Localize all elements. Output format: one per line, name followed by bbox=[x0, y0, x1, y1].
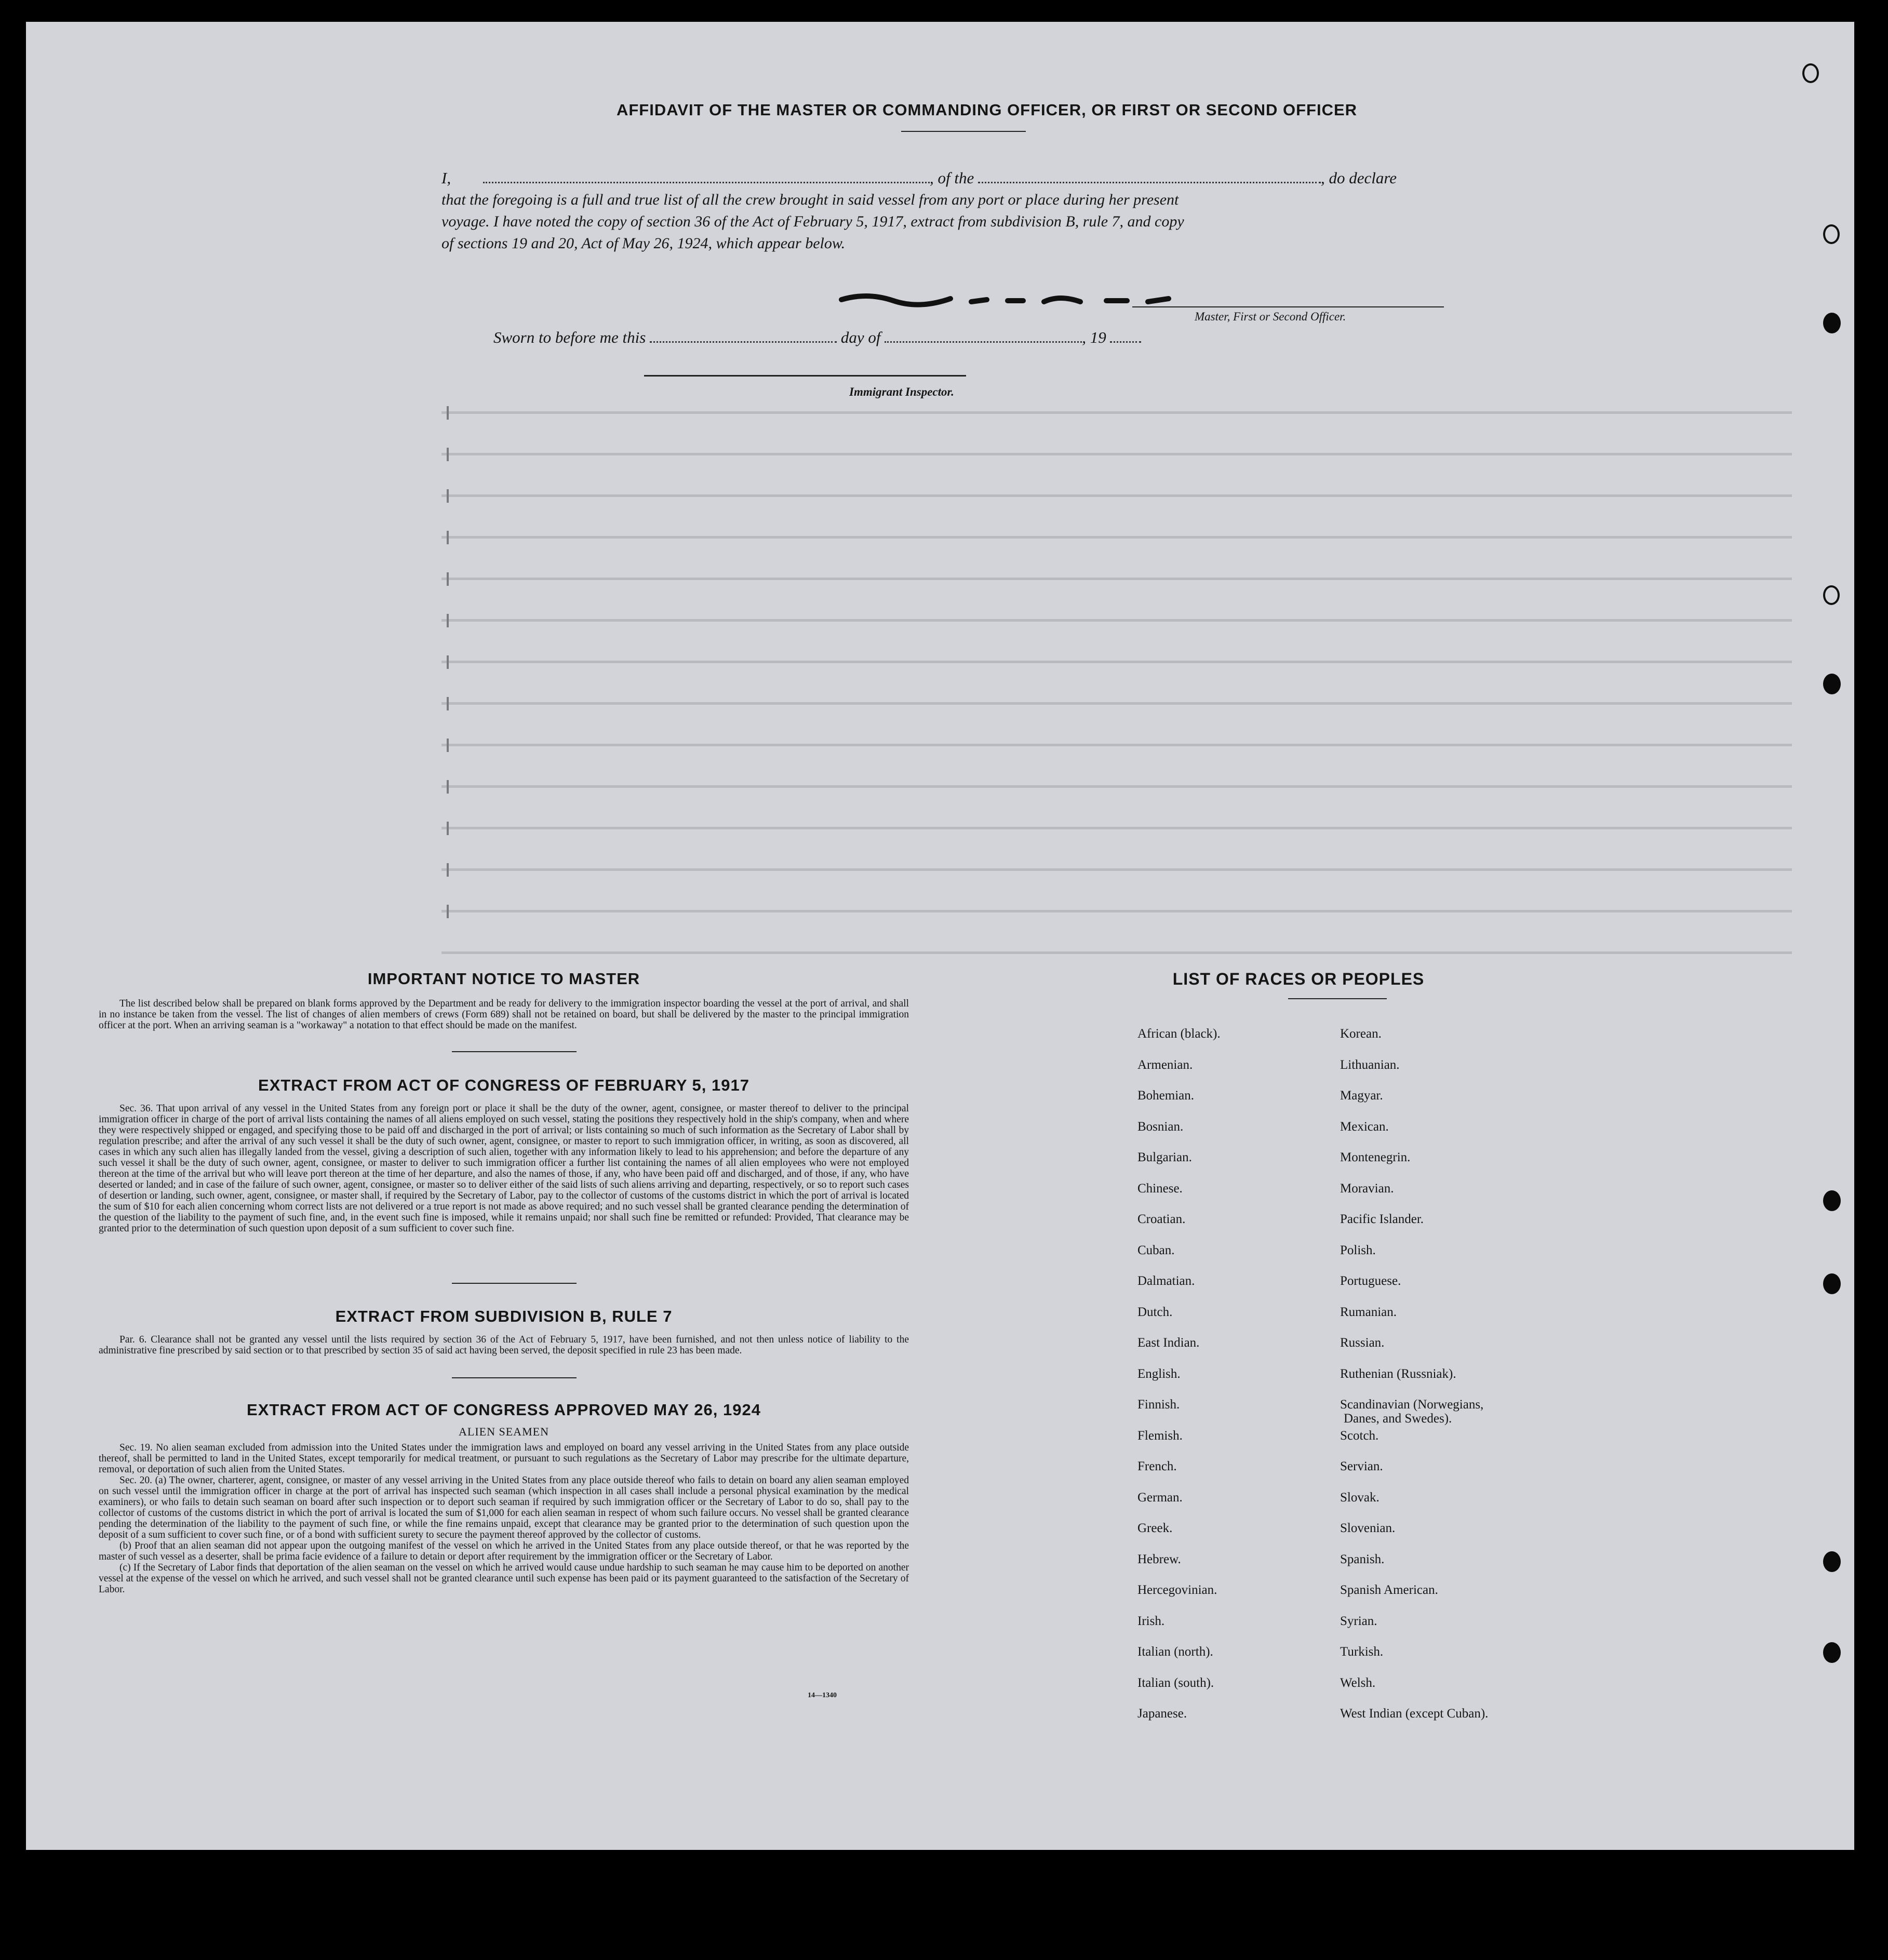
race-item: Flemish. bbox=[1137, 1428, 1183, 1443]
race-item: Hebrew. bbox=[1137, 1552, 1181, 1566]
race-item: Chinese. bbox=[1137, 1181, 1183, 1196]
extract-1924-title: EXTRACT FROM ACT OF CONGRESS APPROVED MAY 26, 1924 bbox=[247, 1401, 761, 1419]
race-item: East Indian. bbox=[1137, 1336, 1200, 1350]
race-item: Italian (south). bbox=[1137, 1675, 1214, 1690]
race-item: Korean. bbox=[1340, 1027, 1382, 1041]
race-item: Lithuanian. bbox=[1340, 1057, 1400, 1072]
race-item: Rumanian. bbox=[1340, 1305, 1397, 1319]
extract-1917-rule bbox=[452, 1283, 577, 1284]
race-item: French. bbox=[1137, 1459, 1177, 1473]
race-item: Slovenian. bbox=[1340, 1521, 1396, 1535]
race-item: Syrian. bbox=[1340, 1614, 1377, 1628]
race-item: Scandinavian (Norwegians, bbox=[1340, 1398, 1484, 1412]
rule-7-text: Par. 6. Clearance shall not be granted any vessel until the lists required by section 36 of the Act of February 5, 1917, have been furnished, and not then unless notice of liability to the administrative fine prescribed by said section or to that prescribed by section 35 of said act having been served, the deposit specified in rule 23 has been made. bbox=[99, 1334, 909, 1356]
section-19-text: Sec. 19. No alien seaman excluded from admission into the United States under the immigration laws and employed on board any vessel arriving in the United States from any place outside thereof, shall be permitted to land in the United States, except temporarily for medical treatment, or pursuant to such regulations as the Secretary of Labor may prescribe for the ultimate departure, removal, or deportation of such alien from the United States. bbox=[99, 1442, 909, 1475]
race-item: Montenegrin. bbox=[1340, 1150, 1411, 1164]
declaration-do-declare: , do declare bbox=[1321, 169, 1397, 187]
sworn-day-of: day of bbox=[840, 328, 881, 346]
race-item: Bohemian. bbox=[1137, 1089, 1195, 1103]
race-item: Magyar. bbox=[1340, 1089, 1383, 1103]
race-scandinavian-continued: Danes, and Swedes). bbox=[1344, 1412, 1452, 1426]
signature-line bbox=[1132, 306, 1444, 307]
race-item: Pacific Islander. bbox=[1340, 1212, 1424, 1226]
section-20a-text: Sec. 20. (a) The owner, charterer, agent, consignee, or master of any vessel arriving in the United States from any place outside thereof who fails to detain on board any alien seaman employed on such vessel until the immigration officer in charge at the port of arrival has inspected such seaman (which inspection in all cases shall include a personal physical examination by the medical examiners), or who fails to detain such seaman on board after such inspection or to deport such seaman if required by such immigration officer or the Secretary of Labor to do so, shall pay to the collector of customs of the customs district in which the port of arrival is located the sum of $1,000 for each alien seaman in respect of whom such failure occurs. No vessel shall be granted clearance pending the determination of the liability to the payment of such fine, or while the fine remains unpaid, except that clearance may be granted prior to the determination of such question upon the deposit of a sum sufficient to cover such fine, or of a bond with sufficient surety to secure the payment thereof approved by the collector of customs. bbox=[99, 1475, 909, 1540]
affidavit-declaration bbox=[441, 167, 1480, 254]
race-item: Scotch. bbox=[1340, 1428, 1379, 1443]
extract-1917-title: EXTRACT FROM ACT OF CONGRESS OF FEBRUARY 5, 1917 bbox=[258, 1076, 749, 1094]
races-rule bbox=[1288, 998, 1387, 999]
notice-title: IMPORTANT NOTICE TO MASTER bbox=[367, 970, 640, 988]
race-item: Spanish American. bbox=[1340, 1583, 1438, 1597]
race-item: Portuguese. bbox=[1340, 1274, 1401, 1288]
declaration-i: I, bbox=[441, 169, 451, 187]
declaration-line-3: voyage. I have noted the copy of section 36 of the Act of February 5, 1917, extract from subdivision B, rule 7, and copy bbox=[441, 213, 1184, 230]
sworn-month-blank bbox=[885, 341, 1082, 343]
section-20c-text: (c) If the Secretary of Labor finds that deportation of the alien seaman on the vessel on which he arrived would cause undue hardship to such seaman he may cause him to be deported on another vessel at the expense of the vessel on which he arrived, and such vessel shall not be granted clearance until such expense has been paid or its payment guaranteed to the satisfaction of the Secretary of Labor. bbox=[99, 1562, 909, 1595]
inspector-signature-line bbox=[644, 375, 966, 377]
sworn-line bbox=[493, 328, 1141, 347]
sworn-year-blank bbox=[1110, 341, 1141, 343]
race-item: Bulgarian. bbox=[1137, 1150, 1192, 1164]
section-20b-text: (b) Proof that an alien seaman did not appear upon the outgoing manifest of the vessel on which he arrived in the United States from any place outside thereof, or that he was reported by the master of such vessel as a deserter, shall be prima facie evidence of a failure to detain or deport after requirement by the immigration officer or the Secretary of Labor. bbox=[99, 1540, 909, 1562]
race-item: Greek. bbox=[1137, 1521, 1173, 1535]
sworn-label: Sworn to before me this bbox=[493, 328, 646, 346]
race-item: German. bbox=[1137, 1490, 1183, 1505]
rule-7-rule bbox=[452, 1377, 577, 1378]
declaration-line-4: of sections 19 and 20, Act of May 26, 1924, which appear below. bbox=[441, 235, 846, 252]
race-item: Dalmatian. bbox=[1137, 1274, 1195, 1288]
rule-7-block bbox=[99, 1334, 909, 1356]
race-item: Russian. bbox=[1340, 1336, 1385, 1350]
race-item: Dutch. bbox=[1137, 1305, 1173, 1319]
notice-rule bbox=[452, 1051, 577, 1052]
race-item: Slovak. bbox=[1340, 1490, 1380, 1505]
race-item: Servian. bbox=[1340, 1459, 1383, 1473]
vessel-blank bbox=[978, 181, 1321, 183]
affidavit-title: AFFIDAVIT OF THE MASTER OR COMMANDING OFFICER, OR FIRST OR SECOND OFFICER bbox=[616, 101, 1358, 119]
declaration-line-2: that the foregoing is a full and true list of all the crew brought in said vessel from any port or place during her present bbox=[441, 191, 1179, 208]
race-item: Bosnian. bbox=[1137, 1119, 1184, 1134]
sworn-year: , 19 bbox=[1082, 328, 1106, 346]
race-item: Italian (north). bbox=[1137, 1645, 1213, 1659]
sworn-day-blank bbox=[650, 341, 837, 343]
alien-seamen-subtitle: ALIEN SEAMEN bbox=[459, 1425, 549, 1438]
notice-text: The list described below shall be prepared on blank forms approved by the Department and be ready for delivery to the immigration inspector boarding the vessel at the port of arrival, and shall in no instance be taken from the vessel. The list of changes of alien members of crews (Form 689) shall not be retained on board, but shall be delivered by the master to the principal immigration officer at the port. When an arriving seaman is a "workaway" a notation to that effect should be made on the manifest. bbox=[99, 998, 909, 1031]
race-item: African (black). bbox=[1137, 1027, 1221, 1041]
race-item: Hercegovinian. bbox=[1137, 1583, 1217, 1597]
races-title: LIST OF RACES OR PEOPLES bbox=[1172, 970, 1425, 988]
notice-block bbox=[99, 998, 909, 1031]
name-blank bbox=[483, 181, 930, 183]
race-item: Irish. bbox=[1137, 1614, 1165, 1628]
race-item: West Indian (except Cuban). bbox=[1340, 1707, 1489, 1721]
race-item: Turkish. bbox=[1340, 1645, 1384, 1659]
race-item: English. bbox=[1137, 1366, 1181, 1381]
title-rule bbox=[901, 131, 1026, 132]
race-item: Croatian. bbox=[1137, 1212, 1186, 1226]
extract-1917-text: Sec. 36. That upon arrival of any vessel in the United States from any foreign port or place it shall be the duty of the owner, agent, consignee, or master thereof to deliver to the principal immigration officer in charge of the port of arrival lists containing the names of all aliens employed on such vessel, stating the positions they respectively hold in the ship's company, when and where they were respectively shipped or engaged, and specifying those to be paid off and discharged in the port of arrival; or lists containing so much of such information as the Secretary of Labor shall by regulation prescribe; and after the arrival of any such vessel it shall be the duty of such owner, agent, consignee, or master to report to such immigration officer, in writing, as soon as discovered, all cases in which any such alien has illegally landed from the vessel, giving a description of such alien, together with any information likely to lead to his apprehension; and before the departure of any such vessel it shall be the duty of such owner, agent, consignee, or master to deliver to such immigration officer a further list containing the names of all alien employees who were not employed thereon at the time of the arrival but who will leave port thereon at the time of her departure, and also the names of those, if any, who have been paid off and discharged, and of those, if any, who have deserted or landed; and in case of the failure of such owner, agent, consignee, or master so to deliver either of the said lists of such aliens arriving and departing, respectively, or so to report such cases of desertion or landing, such owner, agent, consignee, or master shall, if required by the Secretary of Labor, pay to the collector of customs of the customs district in which the port of arrival is located the sum of $10 for each alien concerning whom correct lists are not delivered or a true report is not made as above required; and no such vessel shall be granted clearance pending the determination of the question of the liability to the payment of such fine, and, in the event such fine is imposed, while it remains unpaid; nor shall such fine be remitted or refunded: Provided, That clearance may be granted prior to the determination of such question upon deposit of a sum sufficient to cover such fine. bbox=[99, 1103, 909, 1234]
extract-1917-block bbox=[99, 1103, 909, 1234]
form-number: 14—1340 bbox=[808, 1691, 837, 1699]
race-item: Finnish. bbox=[1137, 1398, 1180, 1412]
race-item: Japanese. bbox=[1137, 1707, 1187, 1721]
race-item: Armenian. bbox=[1137, 1057, 1193, 1072]
rule-7-title: EXTRACT FROM SUBDIVISION B, RULE 7 bbox=[335, 1307, 673, 1325]
declaration-of-the: , of the bbox=[930, 169, 974, 187]
race-item: Mexican. bbox=[1340, 1119, 1389, 1134]
race-item: Moravian. bbox=[1340, 1181, 1394, 1196]
race-item: Polish. bbox=[1340, 1243, 1376, 1257]
document-page bbox=[26, 22, 1854, 1850]
extract-1924-block bbox=[99, 1442, 909, 1595]
race-item: Welsh. bbox=[1340, 1675, 1376, 1690]
race-item: Ruthenian (Russniak). bbox=[1340, 1366, 1456, 1381]
inspector-caption: Immigrant Inspector. bbox=[849, 385, 954, 398]
race-item: Spanish. bbox=[1340, 1552, 1385, 1566]
signer-caption: Master, First or Second Officer. bbox=[1195, 310, 1346, 323]
race-item: Cuban. bbox=[1137, 1243, 1175, 1257]
